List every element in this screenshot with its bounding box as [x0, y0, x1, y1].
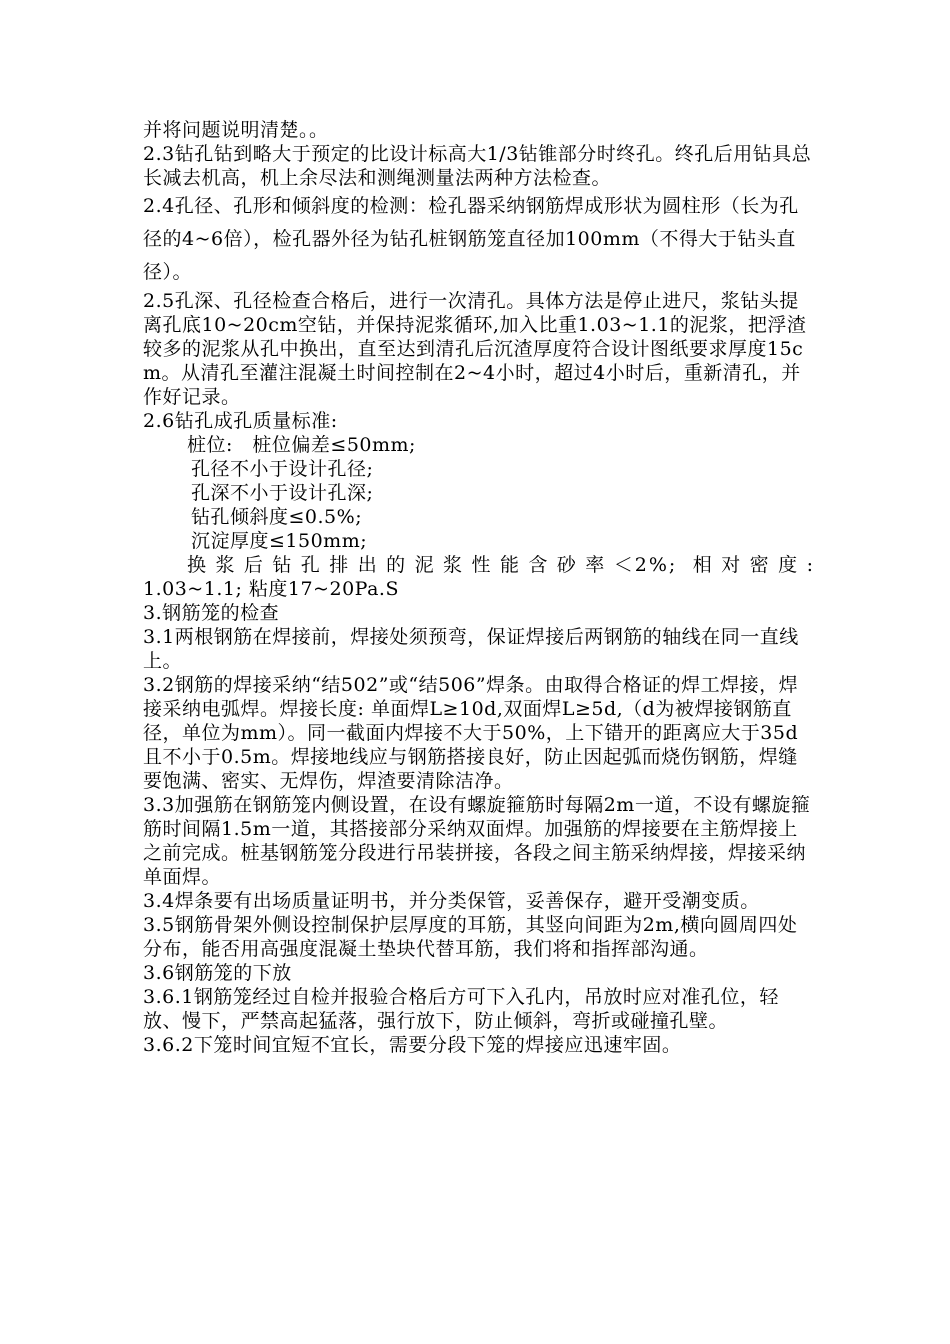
standard-item: 桩位: 桩位偏差≤50mm; — [187, 434, 416, 456]
section-heading-3: 3.钢筋笼的检查 — [143, 602, 280, 624]
paragraph-2-3: 2.3钻孔钻到略大于预定的比设计标高大1/3钻锥部分时终孔。终孔后用钻具总长减去机高，机上余尽法和测绳测量法两种方法检查。 — [143, 143, 812, 189]
paragraph-3-4: 3.4焊条要有出场质量证明书，并分类保管，妥善保存，避开受潮变质。 — [143, 890, 760, 912]
standard-item: 孔径不小于设计孔径; — [191, 458, 374, 480]
standard-item-slurry: 换浆后钻孔排出的泥浆性能含砂率＜2%; 相对密度: — [187, 554, 815, 576]
paragraph-intro: 并将问题说明清楚。。 — [143, 119, 329, 141]
paragraph-3-6-2: 3.6.2下笼时间宜短不宜长，需要分段下笼的焊接应迅速牢固。 — [143, 1034, 682, 1056]
standard-item: 孔深不小于设计孔深; — [191, 482, 374, 504]
section-heading-3-6: 3.6钢筋笼的下放 — [143, 962, 292, 984]
paragraph-3-1: 3.1两根钢筋在焊接前，焊接处须预弯，保证焊接后两钢筋的轴线在同一直线上。 — [143, 626, 799, 672]
standard-item: 钻孔倾斜度≤0.5%; — [191, 506, 363, 528]
paragraph-3-2: 3.2钢筋的焊接采纳“结502”或“结506”焊条。由取得合格证的焊工焊接，焊接采纳电弧焊。焊接长度: 单面焊L≥10d,双面焊L≥5d,（d为被焊接钢筋直径，单位为mm）。同一截面内焊接不大于50%，上下错开的距离应大于35d且不小于0.5m。焊接地线应与钢筋搭接良好，防止因起弧而烧伤钢筋，焊缝要饱满、密实、无焊伤，焊渣要清除洁净。 — [143, 674, 799, 792]
paragraph-3-6-1: 3.6.1钢筋笼经过自检并报验合格后方可下入孔内，吊放时应对准孔位，轻放、慢下，严禁高起猛落，强行放下，防止倾斜，弯折或碰撞孔壁。 — [143, 986, 779, 1032]
paragraph-3-3: 3.3加强筋在钢筋笼内侧设置，在设有螺旋箍筋时每隔2m一道，不设有螺旋箍筋时间隔1.5m一道，其搭接部分采纳双面焊。加强筋的焊接要在主筋焊接上之前完成。桩基钢筋笼分段进行吊装拼接，各段之间主筋采纳焊接，焊接采纳单面焊。 — [143, 794, 811, 888]
paragraph-2-5: 2.5孔深、孔径检查合格后，进行一次清孔。具体方法是停止进尺，浆钻头提离孔底10~20cm空钻，并保持泥浆循环,加入比重1.03~1.1的泥浆，把浮渣较多的泥浆从孔中换出，直至达到清孔后沉渣厚度符合设计图纸要求厚度15cm。从清孔至灌注混凝土时间控制在2~4小时，超过4小时后，重新清孔，并作好记录。 — [143, 290, 807, 408]
paragraph-3-5: 3.5钢筋骨架外侧设控制保护层厚度的耳筋，其竖向间距为2m,横向圆周四处分布，能否用高强度混凝土垫块代替耳筋，我们将和指挥部沟通。 — [143, 914, 798, 960]
standard-item: 沉淀厚度≤150mm; — [191, 530, 368, 552]
document-body — [143, 118, 815, 1057]
paragraph-2-6: 2.6钻孔成孔质量标准: — [143, 410, 338, 432]
standard-item-slurry-cont: 1.03~1.1; 粘度17~20Pa.S — [143, 578, 399, 600]
paragraph-2-4: 2.4孔径、孔形和倾斜度的检测：检孔器采纳钢筋焊成形状为圆柱形（长为孔径的4~6倍），检孔器外径为钻孔桩钢筋笼直径加100mm（不得大于钻头直径）。 — [143, 195, 799, 283]
